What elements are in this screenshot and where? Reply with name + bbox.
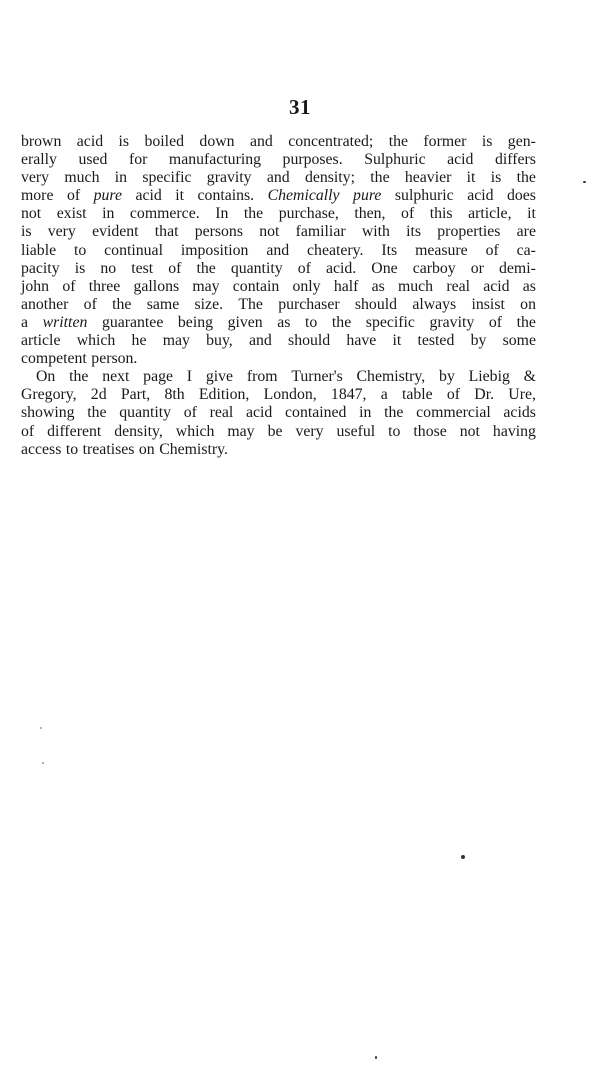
word: and — [249, 133, 273, 150]
word: of — [488, 313, 502, 331]
word: pure — [353, 187, 382, 205]
word: different — [47, 422, 102, 440]
word: carboy — [412, 259, 456, 277]
word: it — [527, 205, 536, 223]
word: more — [21, 187, 54, 205]
text-line — [21, 332, 536, 350]
word: for — [128, 151, 148, 169]
word: on — [138, 440, 155, 458]
word: of — [21, 422, 35, 440]
word: the — [331, 313, 352, 331]
word: pacity — [21, 259, 60, 277]
word: the — [196, 259, 216, 277]
word: boiled — [144, 133, 184, 150]
word: Part, — [120, 386, 151, 404]
word: and — [266, 241, 290, 259]
text-line — [21, 169, 536, 187]
word: of — [297, 259, 311, 277]
word: Liebig — [468, 368, 510, 386]
word: pure — [93, 187, 122, 205]
word: john — [21, 277, 50, 295]
word: being — [177, 313, 214, 331]
word: acid — [76, 133, 104, 150]
word: used — [78, 151, 108, 169]
word: treatises — [82, 440, 135, 458]
word: of — [485, 241, 499, 259]
word: acid — [447, 151, 474, 169]
word: contained — [285, 404, 347, 422]
word: acid — [246, 404, 273, 422]
word: acid — [467, 187, 494, 205]
word: density, — [114, 422, 163, 440]
word: purposes. — [282, 151, 343, 169]
word: same — [146, 295, 180, 313]
word: Turner's — [291, 368, 343, 386]
word: of — [183, 404, 197, 422]
word: differs — [494, 151, 536, 169]
word: not — [259, 223, 280, 241]
word: from — [246, 368, 278, 386]
scan-speck — [583, 181, 586, 183]
word: the — [112, 295, 132, 313]
text-line — [21, 260, 536, 278]
word: very — [21, 169, 50, 187]
word: very — [47, 223, 76, 241]
word: of — [446, 386, 461, 404]
text-line — [21, 350, 536, 368]
word: of — [401, 205, 415, 223]
word: article — [21, 332, 61, 350]
word: be — [267, 422, 283, 440]
word: Sulphuric — [364, 151, 426, 169]
word: not — [459, 422, 480, 440]
word: acids — [503, 404, 536, 422]
word: acid — [135, 187, 162, 205]
word: Edition, — [198, 386, 250, 404]
text-line — [21, 368, 536, 386]
word: of — [168, 259, 182, 277]
text-line — [21, 386, 536, 404]
word: useful — [336, 422, 376, 440]
word: not — [21, 205, 42, 223]
word: liable — [21, 241, 57, 259]
word: the — [243, 205, 264, 223]
word: is — [74, 259, 86, 277]
word: which — [76, 332, 116, 350]
word: a — [21, 313, 29, 331]
word: he — [131, 332, 147, 350]
word: gen- — [507, 133, 536, 150]
word: insist — [471, 295, 505, 313]
text-line — [21, 242, 536, 260]
word: contains. — [197, 187, 255, 205]
word: gallons — [133, 277, 180, 295]
word: Chemistry, — [356, 368, 426, 386]
text-line — [21, 314, 536, 332]
scan-speck — [375, 1056, 377, 1059]
word: of — [62, 277, 76, 295]
text-line — [21, 278, 536, 296]
word: is — [21, 223, 32, 241]
word: quantity — [119, 404, 172, 422]
word: then, — [354, 205, 386, 223]
word: In — [215, 205, 229, 223]
word: the — [516, 313, 536, 331]
word: London, — [263, 386, 317, 404]
text-line — [21, 296, 536, 314]
word: Dr. — [474, 386, 495, 404]
word: only — [292, 277, 321, 295]
word: to — [388, 422, 401, 440]
word: give — [205, 368, 234, 386]
word: size. — [194, 295, 224, 313]
word: its — [406, 223, 422, 241]
word: of — [66, 187, 81, 205]
word: another — [21, 295, 69, 313]
word: having — [492, 422, 536, 440]
word: Gregory, — [21, 386, 77, 404]
word: heavier — [404, 169, 452, 187]
word: in — [102, 205, 115, 223]
word: familiar — [295, 223, 346, 241]
word: Its — [381, 241, 398, 259]
word: Chemically — [267, 187, 340, 205]
word: it — [392, 332, 402, 350]
word: may — [227, 422, 255, 440]
text-line — [21, 423, 536, 441]
word: persons — [194, 223, 243, 241]
word: manufacturing — [168, 151, 262, 169]
word: very — [295, 422, 324, 440]
word: sulphuric — [394, 187, 454, 205]
word: On — [36, 368, 56, 386]
word: guarantee — [101, 313, 164, 331]
text-line — [21, 223, 536, 241]
word: cheatery. — [307, 241, 364, 259]
word: some — [502, 332, 536, 350]
word: a — [380, 386, 388, 404]
word: real — [446, 277, 470, 295]
word: are — [516, 223, 536, 241]
word: gravity — [429, 313, 475, 331]
word: test — [131, 259, 154, 277]
word: always — [412, 295, 457, 313]
word: to — [73, 241, 87, 259]
word: in — [359, 404, 372, 422]
word: given — [227, 313, 263, 331]
word: 1847, — [330, 386, 367, 404]
word: buy, — [206, 332, 233, 350]
word: it — [175, 187, 185, 205]
word: concentrated; — [288, 133, 374, 150]
word: much — [64, 169, 100, 187]
word: contain — [232, 277, 280, 295]
word: quantity — [230, 259, 283, 277]
body-text — [21, 133, 536, 459]
word: on — [520, 295, 536, 313]
word: of — [83, 295, 97, 313]
word: properties — [437, 223, 501, 241]
word: by — [470, 332, 487, 350]
word: the — [384, 404, 404, 422]
word: it — [466, 169, 476, 187]
word: is — [481, 133, 493, 150]
page-number: 31 — [289, 95, 311, 119]
word: may — [162, 332, 190, 350]
word: in — [114, 169, 128, 187]
word: 2d — [90, 386, 107, 404]
word: those — [413, 422, 447, 440]
word: brown — [21, 133, 62, 150]
word: as — [277, 313, 291, 331]
word: exist — [56, 205, 87, 223]
word: article, — [468, 205, 512, 223]
word: specific — [365, 313, 415, 331]
text-line — [21, 187, 536, 205]
word: half — [333, 277, 359, 295]
word: The — [238, 295, 263, 313]
word: to — [65, 440, 79, 458]
word: the — [69, 368, 89, 386]
word: page — [143, 368, 173, 386]
scan-speck — [42, 762, 44, 764]
word: is — [490, 169, 502, 187]
word: real — [209, 404, 234, 422]
word: this — [429, 205, 453, 223]
text-line — [21, 404, 536, 422]
word: showing — [21, 404, 75, 422]
word: have — [346, 332, 377, 350]
word: specific — [142, 169, 192, 187]
text-line — [21, 441, 536, 459]
word: as — [522, 277, 536, 295]
word: no — [100, 259, 117, 277]
word: is — [118, 133, 130, 150]
word: access — [21, 440, 62, 458]
word: as — [371, 277, 385, 295]
word: the — [516, 169, 536, 187]
word: three — [88, 277, 121, 295]
word: density; — [304, 169, 355, 187]
word: and — [249, 332, 272, 350]
word: & — [523, 368, 536, 386]
text-line — [21, 133, 536, 151]
word: Chemistry. — [159, 440, 228, 458]
word: with — [361, 223, 390, 241]
word: that — [154, 223, 179, 241]
word: erally — [21, 151, 57, 169]
word: the — [388, 133, 408, 150]
word: table — [401, 386, 433, 404]
word: imposition — [180, 241, 249, 259]
word: the — [87, 404, 107, 422]
word: Ure, — [508, 386, 536, 404]
word: written — [42, 313, 88, 331]
text-line — [21, 205, 536, 223]
scan-speck — [40, 727, 42, 729]
word: should — [354, 295, 398, 313]
word: or — [470, 259, 484, 277]
word: purchaser — [278, 295, 340, 313]
word: person. — [91, 350, 138, 368]
word: gravity — [206, 169, 252, 187]
word: and — [266, 169, 290, 187]
word: acid — [483, 277, 510, 295]
word: by — [439, 368, 455, 386]
word: evident — [92, 223, 139, 241]
word: down — [199, 133, 235, 150]
word: purchase, — [278, 205, 339, 223]
text-line — [21, 151, 536, 169]
word: commercial — [416, 404, 491, 422]
word: continual — [104, 241, 163, 259]
word: may — [192, 277, 220, 295]
word: competent — [21, 350, 87, 368]
word: acid. — [325, 259, 357, 277]
word: next — [102, 368, 130, 386]
word: measure — [415, 241, 468, 259]
word: commerce. — [129, 205, 200, 223]
word: much — [397, 277, 434, 295]
word: former — [423, 133, 467, 150]
word: 8th — [164, 386, 185, 404]
word: One — [371, 259, 398, 277]
word: does — [506, 187, 536, 205]
word: demi- — [499, 259, 536, 277]
scan-speck — [461, 855, 465, 859]
word: which — [175, 422, 215, 440]
word: to — [305, 313, 318, 331]
word: I — [186, 368, 193, 386]
word: should — [288, 332, 331, 350]
word: the — [370, 169, 390, 187]
word: ca- — [516, 241, 536, 259]
word: tested — [417, 332, 455, 350]
